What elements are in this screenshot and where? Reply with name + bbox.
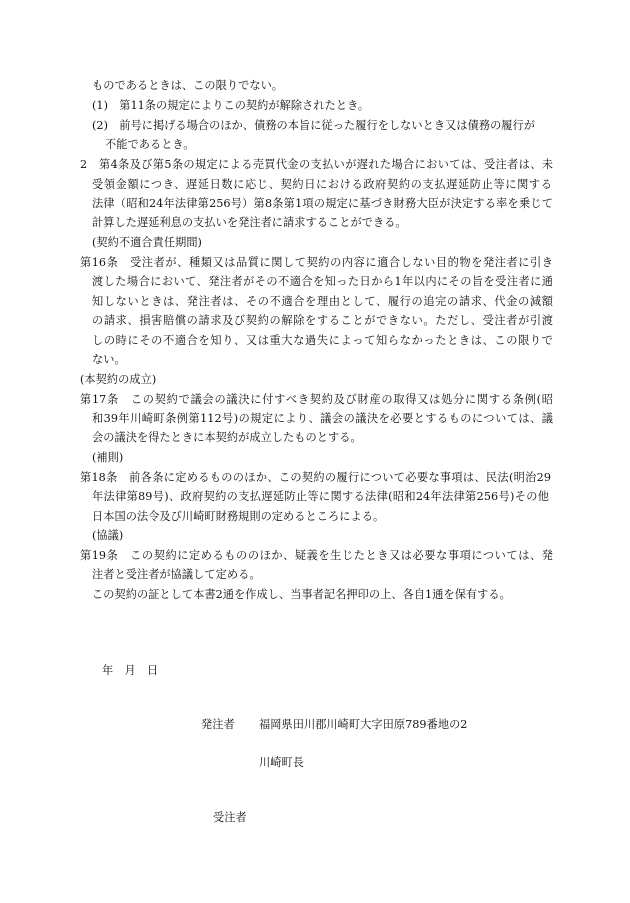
text-line: 年法律第89号)、政府契約の支払遅延防止等に関する法律(昭和24年法律第256号)その他 <box>92 490 549 503</box>
text-line: 第16条 受注者が、種類又は品質に関して契約の内容に適合しない目的物を発注者に引き <box>80 256 553 269</box>
text-line: 不能であるとき。 <box>105 138 195 151</box>
text-line: (1) 第11条の規定によりこの契約が解除されたとき。 <box>92 99 370 112</box>
text-line: しの時にその不適合を知り、又は重大な過失によって知らなかったときは、この限りで <box>92 334 553 347</box>
orderer-address: 福岡県田川郡川崎町大字田原789番地の2 <box>259 718 468 731</box>
text-line: 法律（昭和24年法律第256号）第8条第1項の規定に基づき財務大臣が決定する率を乗じて <box>92 197 553 210</box>
contractor-label: 受注者 <box>213 811 247 824</box>
closing-statement: この契約の証として本書2通を作成し、当事者記名押印の上、各自1通を保有する。 <box>92 588 511 601</box>
text-line: 計算した遅延利息の支払いを発注者に請求することができる。 <box>92 216 407 229</box>
section-heading: (本契約の成立) <box>80 373 157 386</box>
text-line: 第17条 この契約で議会の議決に付すべき契約及び財産の取得又は処分に関する条例(昭 <box>80 393 553 406</box>
text-line: 第18条 前各条に定めるもののほか、この契約の履行について必要な事項は、民法(明治29 <box>80 471 551 484</box>
text-line: 第19条 この契約に定めるもののほか、疑義を生じたとき又は必要な事項については、発 <box>80 549 553 562</box>
orderer-label: 発注者 <box>201 718 235 731</box>
text-line: 知しないときは、発注者は、その不適合を理由として、履行の追完の請求、代金の減額 <box>92 295 553 308</box>
text-line: 2 第4条及び第5条の規定による売買代金の支払いが遅れた場合においては、受注者は、未 <box>80 158 553 171</box>
section-heading: (協議) <box>92 529 124 542</box>
text-line: 会の議決を得たときに本契約が成立したものとする。 <box>92 431 362 444</box>
text-line: の請求、損害賠償の請求及び契約の解除をすることができない。ただし、受注者が引渡 <box>92 314 553 327</box>
text-line: 渡した場合において、発注者がその不適合を知った日から1年以内にその旨を受注者に通 <box>92 275 553 288</box>
text-line: (2) 前号に掲げる場合のほか、債務の本旨に従った履行をしないとき又は債務の履行が <box>92 119 536 132</box>
text-line: 日本国の法令及び川崎町財務規則の定めるところによる。 <box>92 510 385 523</box>
text-line: 受領金額につき、遅延日数に応じ、契約日における政府契約の支払遅延防止等に関する <box>92 178 552 191</box>
date-line: 年 月 日 <box>102 664 159 677</box>
section-heading: (補則) <box>92 451 124 464</box>
text-line: ない。 <box>92 353 126 366</box>
text-line: ものであるときは、この限りでない。 <box>92 79 284 92</box>
text-line: 注者と受注者が協議して定める。 <box>92 568 261 581</box>
section-heading: (契約不適合責任期間) <box>92 236 202 249</box>
text-line: 和39年川崎町条例第112号)の規定により、議会の議決を必要とするものについては、議 <box>92 412 553 425</box>
orderer-title: 川崎町長 <box>259 756 304 769</box>
